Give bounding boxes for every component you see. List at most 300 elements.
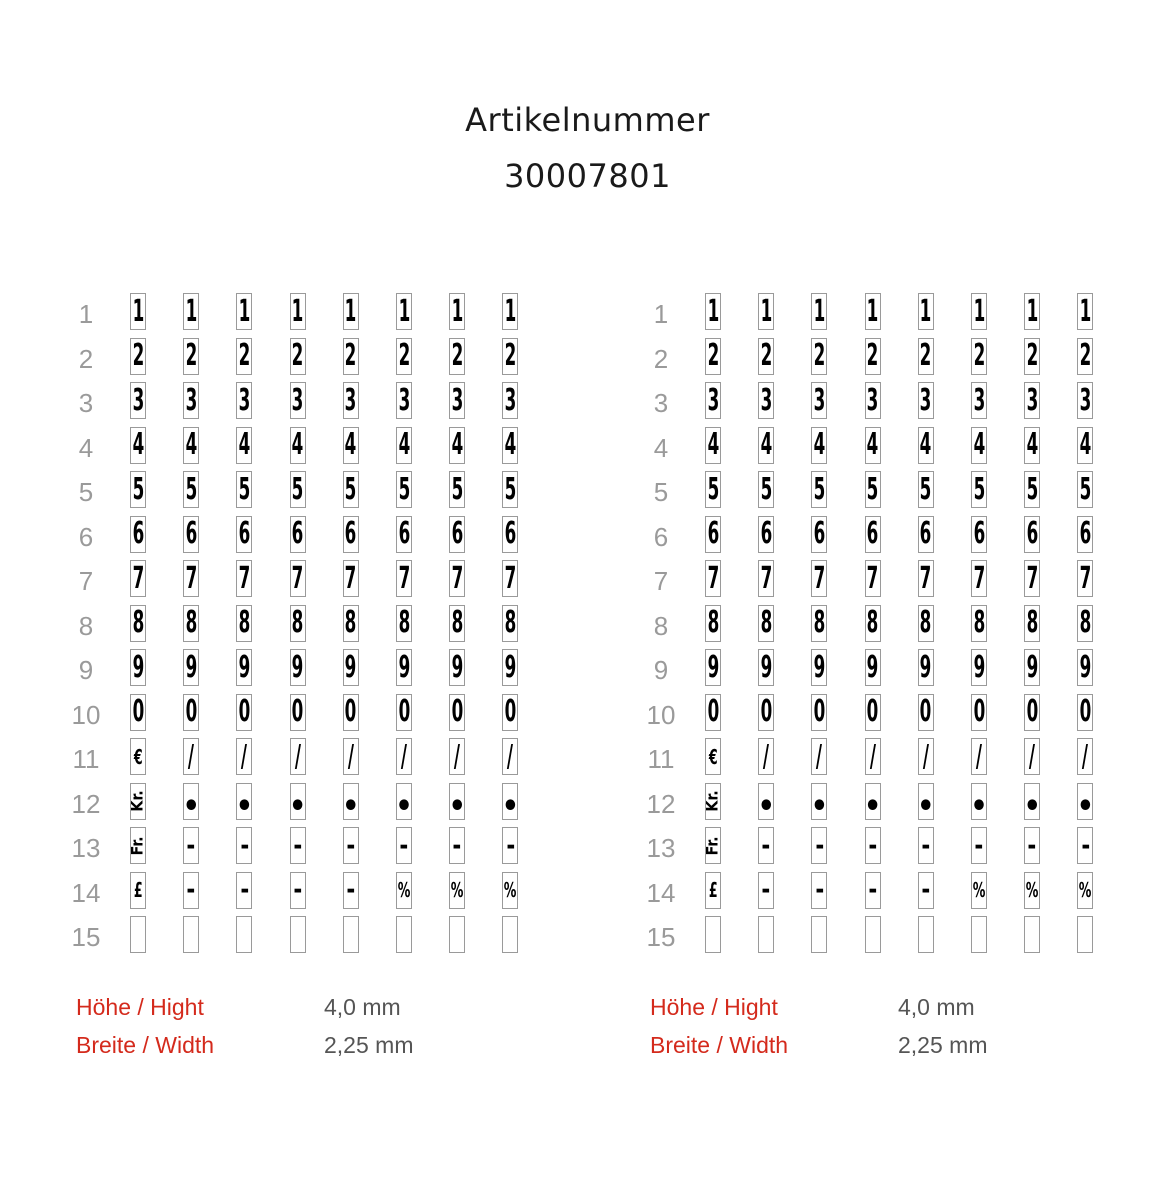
character-cell: [130, 738, 146, 775]
character-cell: [130, 872, 146, 909]
height-label: Höhe / Hight: [76, 994, 204, 1020]
character-glyph: •: [1076, 789, 1095, 824]
character-glyph: 7: [451, 560, 464, 596]
character-glyph: 2: [760, 338, 773, 373]
character-cell: [343, 516, 359, 553]
character-cell: [865, 560, 881, 597]
character-cell: [758, 605, 774, 642]
character-cell: [705, 783, 721, 820]
character-cell: [705, 649, 721, 686]
character-glyph: 9: [1079, 649, 1092, 685]
height-value: 4,0 mm: [898, 994, 975, 1020]
character-cell: [1077, 427, 1093, 464]
character-cell: [290, 338, 306, 375]
character-glyph: 9: [707, 649, 719, 685]
character-cell: [130, 471, 146, 508]
character-cell: [971, 427, 987, 464]
character-cell: [1024, 916, 1040, 953]
character-glyph: 4: [1079, 427, 1092, 462]
character-cell: [758, 382, 774, 419]
character-cell: [396, 872, 412, 909]
character-cell: [183, 560, 199, 597]
row-number: 13: [71, 833, 101, 863]
character-glyph: –: [453, 827, 462, 863]
character-glyph: –: [346, 872, 355, 907]
character-glyph: %: [1025, 878, 1039, 902]
character-glyph: 1: [707, 293, 719, 329]
character-glyph: –: [974, 827, 984, 863]
character-glyph: 3: [707, 382, 719, 418]
character-cell: [130, 827, 146, 864]
character-cell: [183, 471, 199, 508]
character-cell: [502, 560, 518, 597]
character-cell: [449, 916, 465, 953]
character-glyph: 3: [291, 382, 304, 418]
character-cell: [971, 471, 987, 508]
character-glyph: /: [454, 738, 461, 774]
character-cell: [971, 293, 987, 330]
character-glyph: 7: [344, 560, 357, 596]
character-glyph: 1: [185, 293, 198, 329]
character-cell: [811, 471, 827, 508]
character-cell: [130, 783, 146, 820]
character-glyph: –: [815, 872, 824, 907]
character-cell: [502, 738, 518, 775]
character-cell: [502, 338, 518, 375]
character-cell: [449, 471, 465, 508]
character-glyph: 8: [291, 605, 304, 640]
character-glyph: 0: [398, 694, 410, 729]
character-cell: [918, 872, 934, 909]
character-glyph: •: [970, 789, 988, 824]
character-cell: [1024, 649, 1040, 686]
character-cell: [971, 738, 987, 775]
character-glyph: 6: [344, 516, 357, 551]
character-cell: [758, 827, 774, 864]
character-cell: [343, 916, 359, 953]
row-number: 14: [646, 877, 676, 908]
character-cell: [182, 783, 200, 824]
character-cell: [758, 649, 774, 686]
row-number: 8: [653, 610, 669, 641]
character-glyph: –: [506, 827, 515, 863]
character-glyph: €: [708, 744, 718, 769]
character-glyph: Fr.: [703, 835, 723, 856]
character-glyph: 5: [132, 471, 144, 507]
character-glyph: 3: [504, 382, 517, 418]
character-glyph: 6: [132, 516, 144, 551]
character-glyph: 9: [973, 649, 985, 685]
character-cell: [971, 694, 987, 731]
character-cell: [502, 694, 518, 731]
character-cell: [290, 516, 306, 553]
character-glyph: 7: [132, 560, 144, 596]
row-number: 3: [653, 388, 669, 418]
character-cell: [449, 605, 465, 642]
character-glyph: •: [288, 789, 307, 824]
character-glyph: 2: [813, 338, 826, 373]
character-cell: [290, 471, 306, 508]
character-cell: [918, 382, 934, 419]
character-glyph: 2: [1026, 338, 1039, 373]
height-label: Höhe / Hight: [650, 994, 778, 1020]
character-cell: [758, 916, 774, 953]
character-glyph: 1: [760, 293, 773, 329]
character-cell: [918, 516, 934, 553]
character-glyph: –: [240, 872, 249, 907]
character-glyph: 4: [504, 427, 517, 462]
character-glyph: 8: [866, 605, 879, 640]
character-glyph: –: [293, 827, 302, 863]
character-glyph: 0: [291, 694, 304, 729]
character-glyph: 9: [919, 649, 932, 685]
character-glyph: 7: [707, 560, 719, 596]
character-cell: [449, 560, 465, 597]
character-cell: [236, 649, 252, 686]
character-glyph: 3: [1026, 382, 1039, 418]
character-cell: [971, 382, 987, 419]
character-cell: [290, 872, 306, 909]
character-glyph: 2: [707, 338, 719, 373]
character-cell: [1076, 783, 1095, 824]
character-glyph: 6: [504, 516, 517, 551]
character-cell: [918, 916, 934, 953]
character-cell: [449, 516, 465, 553]
character-glyph: 0: [866, 694, 879, 729]
character-cell: [343, 649, 359, 686]
character-cell: [971, 827, 987, 864]
character-glyph: 9: [866, 649, 879, 685]
character-glyph: Kr.: [128, 790, 148, 812]
character-glyph: 9: [185, 649, 198, 685]
character-cell: [183, 694, 199, 731]
character-glyph: 8: [398, 605, 410, 640]
character-glyph: 7: [866, 560, 879, 596]
character-glyph: –: [187, 827, 196, 863]
character-glyph: 1: [504, 293, 517, 329]
character-cell: [183, 827, 199, 864]
character-glyph: /: [922, 738, 929, 774]
row-number: 10: [646, 699, 676, 730]
character-cell: [288, 783, 307, 824]
character-cell: [705, 471, 721, 508]
character-cell: [970, 783, 988, 824]
character-glyph: 3: [398, 382, 410, 418]
character-glyph: •: [1023, 789, 1041, 824]
row-number: 12: [646, 788, 676, 819]
character-cell: [396, 916, 412, 953]
character-cell: [290, 738, 306, 775]
character-glyph: 9: [760, 649, 773, 685]
row-number: 9: [653, 655, 669, 685]
character-cell: [865, 471, 881, 508]
character-cell: [342, 783, 360, 824]
character-glyph: 7: [238, 560, 251, 596]
character-cell: [1077, 649, 1093, 686]
character-glyph: %: [450, 878, 464, 902]
character-cell: [918, 427, 934, 464]
character-glyph: 4: [451, 427, 464, 462]
character-glyph: 2: [973, 338, 985, 373]
character-cell: [449, 827, 465, 864]
character-glyph: 4: [866, 427, 879, 462]
character-glyph: 9: [238, 649, 251, 685]
character-cell: [705, 605, 721, 642]
character-glyph: 9: [504, 649, 517, 685]
character-cell: [502, 916, 518, 953]
character-cell: [130, 560, 146, 597]
character-cell: [290, 694, 306, 731]
character-cell: [290, 560, 306, 597]
character-glyph: 3: [451, 382, 464, 418]
character-cell: [1077, 338, 1093, 375]
character-cell: [758, 338, 774, 375]
character-glyph: 5: [866, 471, 879, 507]
row-number: 15: [646, 922, 676, 952]
character-glyph: 0: [1026, 694, 1039, 729]
character-glyph: 6: [866, 516, 879, 551]
character-glyph: 7: [504, 560, 517, 596]
character-cell: [236, 338, 252, 375]
character-cell: [343, 827, 359, 864]
character-cell: [971, 649, 987, 686]
character-cell: [130, 382, 146, 419]
character-cell: [236, 605, 252, 642]
row-number: 15: [71, 922, 101, 952]
character-cell: [1024, 738, 1040, 775]
character-glyph: 5: [707, 471, 719, 507]
character-cell: [811, 516, 827, 553]
character-glyph: 2: [451, 338, 464, 373]
character-glyph: 4: [185, 427, 198, 462]
character-glyph: 7: [813, 560, 826, 596]
character-cell: [183, 605, 199, 642]
row-number: 11: [72, 744, 100, 774]
article-number: 30007801: [504, 157, 671, 195]
character-cell: [449, 427, 465, 464]
character-glyph: 5: [760, 471, 773, 507]
character-glyph: 6: [707, 516, 719, 551]
character-glyph: 8: [760, 605, 773, 640]
character-cell: [918, 827, 934, 864]
character-cell: [130, 916, 146, 953]
character-glyph: 2: [185, 338, 198, 373]
character-glyph: £: [708, 878, 718, 902]
character-cell: [1077, 605, 1093, 642]
character-cell: [395, 783, 413, 824]
character-glyph: –: [1028, 827, 1037, 863]
character-cell: [705, 738, 721, 775]
character-cell: [1024, 382, 1040, 419]
character-cell: [811, 338, 827, 375]
character-cell: [502, 872, 518, 909]
character-cell: [130, 516, 146, 553]
character-glyph: 0: [760, 694, 773, 729]
character-glyph: 8: [973, 605, 985, 640]
character-cell: [502, 471, 518, 508]
character-glyph: 4: [760, 427, 773, 462]
character-glyph: 3: [813, 382, 826, 418]
character-glyph: 6: [973, 516, 985, 551]
character-glyph: 0: [185, 694, 198, 729]
width-label: Breite / Width: [76, 1032, 215, 1058]
character-glyph: •: [917, 789, 935, 824]
character-glyph: 0: [813, 694, 826, 729]
character-cell: [705, 872, 721, 909]
character-glyph: 5: [1079, 471, 1092, 507]
character-cell: [396, 560, 412, 597]
character-cell: [183, 872, 199, 909]
row-number: 2: [78, 343, 94, 374]
character-glyph: £: [133, 878, 143, 902]
character-cell: [396, 605, 412, 642]
character-cell: [918, 649, 934, 686]
character-glyph: 8: [813, 605, 826, 640]
character-cell: [502, 427, 518, 464]
character-cell: [396, 338, 412, 375]
character-glyph: 6: [1026, 516, 1039, 551]
character-glyph: /: [241, 738, 248, 774]
character-cell: [290, 427, 306, 464]
character-cell: [502, 605, 518, 642]
character-glyph: 9: [132, 649, 144, 685]
character-glyph: 4: [707, 427, 719, 462]
row-number: 12: [71, 788, 101, 819]
row-number: 10: [71, 699, 101, 730]
character-glyph: 3: [238, 382, 251, 418]
character-cell: [917, 783, 935, 824]
character-cell: [236, 694, 252, 731]
character-cell: [343, 738, 359, 775]
character-cell: [396, 293, 412, 330]
character-glyph: 7: [919, 560, 932, 596]
character-cell: [236, 916, 252, 953]
character-glyph: 8: [919, 605, 932, 640]
character-glyph: /: [294, 738, 301, 774]
character-cell: [183, 427, 199, 464]
row-number: 6: [78, 521, 94, 552]
character-cell: [1024, 427, 1040, 464]
character-cell: [758, 738, 774, 775]
character-glyph: 8: [1026, 605, 1039, 640]
character-glyph: 4: [398, 427, 410, 462]
character-cell: [865, 427, 881, 464]
character-glyph: 4: [291, 427, 304, 462]
character-glyph: 4: [132, 427, 144, 462]
character-cell: [758, 694, 774, 731]
character-glyph: /: [347, 738, 354, 774]
character-glyph: 8: [238, 605, 251, 640]
character-glyph: 1: [344, 293, 357, 329]
character-cell: [449, 738, 465, 775]
character-glyph: 1: [451, 293, 464, 329]
character-glyph: 1: [1026, 293, 1039, 329]
row-number: 2: [653, 343, 669, 374]
row-number: 1: [78, 299, 94, 329]
character-cell: [758, 872, 774, 909]
character-cell: [918, 605, 934, 642]
character-cell: [1024, 293, 1040, 330]
character-cell: [1077, 916, 1093, 953]
character-glyph: /: [188, 738, 195, 774]
character-cell: [758, 471, 774, 508]
character-cell: [183, 382, 199, 419]
character-glyph: 9: [451, 649, 464, 685]
character-cell: [918, 738, 934, 775]
row-number: 1: [653, 299, 669, 329]
character-cell: [449, 694, 465, 731]
character-glyph: 7: [973, 560, 985, 596]
character-chart-left: [55, 293, 520, 963]
character-cell: [343, 605, 359, 642]
character-glyph: 5: [238, 471, 251, 507]
character-cell: [396, 827, 412, 864]
character-glyph: €: [133, 744, 143, 769]
character-glyph: 8: [707, 605, 719, 640]
character-cell: [130, 605, 146, 642]
character-cell: [811, 738, 827, 775]
character-glyph: 8: [344, 605, 357, 640]
character-glyph: 0: [919, 694, 932, 729]
character-glyph: –: [1081, 827, 1090, 863]
character-glyph: –: [868, 827, 877, 863]
character-glyph: –: [815, 827, 824, 863]
character-cell: [396, 382, 412, 419]
character-cell: [1024, 560, 1040, 597]
character-cell: [1077, 827, 1093, 864]
character-cell: [183, 916, 199, 953]
character-cell: [918, 560, 934, 597]
row-number: 6: [653, 521, 669, 552]
character-cell: [343, 338, 359, 375]
character-cell: [1077, 694, 1093, 731]
row-number: 8: [78, 610, 94, 641]
character-glyph: Kr.: [703, 790, 723, 812]
character-cell: [758, 560, 774, 597]
character-glyph: %: [1079, 878, 1092, 902]
character-glyph: 6: [185, 516, 198, 551]
character-glyph: 3: [1079, 382, 1092, 418]
character-cell: [501, 783, 520, 824]
character-cell: [449, 382, 465, 419]
character-glyph: 4: [919, 427, 932, 462]
character-cell: [290, 916, 306, 953]
row-number: 9: [78, 655, 94, 685]
character-cell: [236, 471, 252, 508]
character-glyph: 2: [291, 338, 304, 373]
character-cell: [502, 649, 518, 686]
character-glyph: /: [763, 738, 770, 774]
character-cell: [918, 338, 934, 375]
character-glyph: 1: [238, 293, 251, 329]
character-cell: [130, 293, 146, 330]
header: [0, 92, 1175, 204]
character-glyph: 3: [132, 382, 144, 418]
character-cell: [1024, 516, 1040, 553]
character-cell: [1024, 872, 1040, 909]
character-cell: [971, 338, 987, 375]
character-cell: [130, 694, 146, 731]
character-cell: [183, 338, 199, 375]
character-glyph: 8: [451, 605, 464, 640]
character-glyph: –: [921, 872, 930, 907]
character-cell: [396, 738, 412, 775]
character-glyph: 6: [760, 516, 773, 551]
character-glyph: /: [816, 738, 823, 774]
character-cell: [290, 649, 306, 686]
character-glyph: 5: [919, 471, 932, 507]
character-glyph: 7: [398, 560, 410, 596]
